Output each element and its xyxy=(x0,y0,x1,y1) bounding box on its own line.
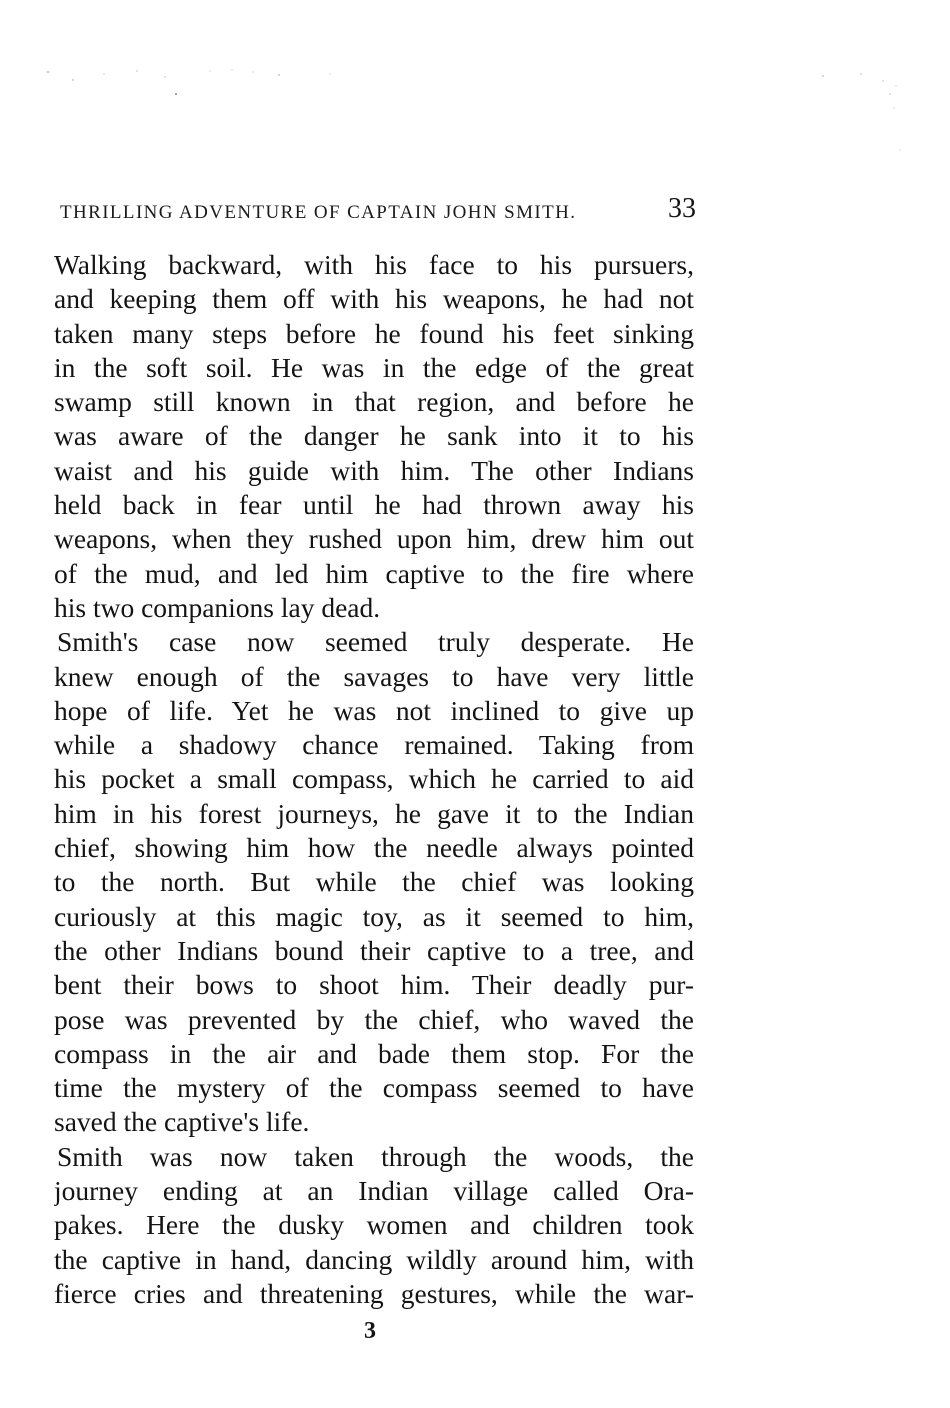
page-number: 33 xyxy=(668,193,696,224)
running-title: THRILLING ADVENTURE OF CAPTAIN JOHN SMITH. xyxy=(60,202,577,223)
text-line: held back in fear until he had thrown away his xyxy=(54,489,694,521)
text-line: chief, showing him how the needle always pointed xyxy=(54,832,694,864)
text-line: swamp still known in that region, and before he xyxy=(54,386,694,418)
text-line: hope of life. Yet he was not inclined to give up xyxy=(54,694,694,726)
body-text xyxy=(54,248,694,1311)
text-line: bent their bows to shoot him. Their deadly pur- xyxy=(54,969,694,1001)
text-line: fierce cries and threatening gestures, while the war- xyxy=(54,1277,694,1309)
text-line: was aware of the danger he sank into it to his xyxy=(54,420,694,452)
text-line: to the north. But while the chief was looking xyxy=(54,866,694,898)
text-line: journey ending at an Indian village called Ora- xyxy=(54,1175,694,1207)
text-line: his two companions lay dead. xyxy=(54,591,381,623)
text-line: compass in the air and bade them stop. For the xyxy=(54,1037,694,1069)
paragraph xyxy=(54,248,694,625)
text-line: pakes. Here the dusky women and children took xyxy=(54,1209,694,1241)
text-line: time the mystery of the compass seemed to have xyxy=(54,1072,694,1104)
text-line: knew enough of the savages to have very little xyxy=(54,660,694,692)
text-line: taken many steps before he found his feet sinking xyxy=(54,317,694,349)
text-line: Walking backward, with his face to his pursuers, xyxy=(54,249,694,280)
text-line: and keeping them off with his weapons, he had not xyxy=(54,283,694,315)
text-line: waist and his guide with him. The other Indians xyxy=(54,454,694,486)
text-line: Smith was now taken through the woods, the xyxy=(57,1140,694,1172)
text-line: of the mud, and led him captive to the fire where xyxy=(54,557,694,589)
text-line: curiously at this magic toy, as it seemed to him, xyxy=(54,900,694,932)
paragraph xyxy=(54,625,694,1139)
text-line: weapons, when they rushed upon him, drew him out xyxy=(54,523,694,555)
paper-specks xyxy=(0,0,950,170)
text-line: the other Indians bound their captive to a tree, and xyxy=(54,934,694,966)
paragraph xyxy=(54,1140,694,1311)
signature-mark: 3 xyxy=(364,1318,376,1344)
text-line: the captive in hand, dancing wildly around him, with xyxy=(54,1243,694,1275)
text-line: Smith's case now seemed truly desperate. He xyxy=(57,626,694,658)
running-head xyxy=(60,193,700,229)
text-line: in the soft soil. He was in the edge of the great xyxy=(54,351,694,383)
text-line: saved the captive's life. xyxy=(54,1106,310,1138)
text-line: his pocket a small compass, which he carried to aid xyxy=(54,763,694,795)
text-line: him in his forest journeys, he gave it to the Indian xyxy=(54,797,694,829)
text-line: pose was prevented by the chief, who waved the xyxy=(54,1003,694,1035)
text-line: while a shadowy chance remained. Taking from xyxy=(54,729,694,761)
